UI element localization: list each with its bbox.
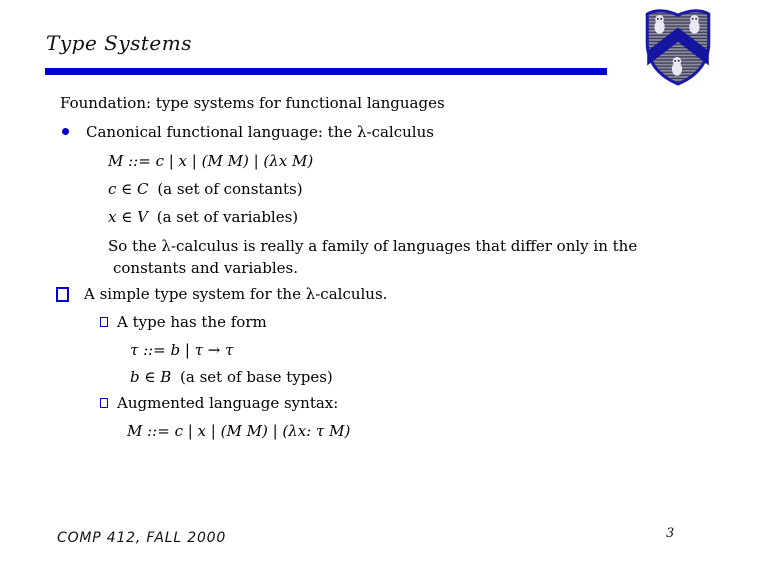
constants-desc: (a set of constants) [157,180,303,198]
square-bullet-icon [56,287,69,302]
bullet-item-canonical: Canonical functional language: the λ-calculus [86,123,434,141]
base-types-math: b ∈ B [130,368,172,386]
bullet-item-augmented: Augmented language syntax: [117,394,339,412]
square-bullet-small-icon [100,317,108,327]
note-text-line1: So the λ-calculus is really a family of languages that differ only in the [108,237,638,255]
note-text-line2: constants and variables. [113,259,298,277]
variables-math: x ∈ V [108,208,148,226]
university-shield-logo [644,6,712,87]
constants-line [108,180,303,198]
base-types-line [130,368,333,386]
page-number: 3 [666,526,675,541]
intro-text: Foundation: type systems for functional languages [60,94,445,112]
base-types-desc: (a set of base types) [180,368,333,386]
grammar-typed-formula: M ::= c | x | (M M) | (λx: τ M) [127,422,351,440]
constants-math: c ∈ C [108,180,149,198]
grammar-untyped-formula: M ::= c | x | (M M) | (λx M) [108,152,314,170]
bullet-item-simple-type-system: A simple type system for the λ-calculus. [84,285,388,303]
variables-desc: (a set of variables) [156,208,299,226]
square-bullet-small-icon [100,398,108,408]
bullet-item-type-form: A type has the form [117,313,267,331]
variables-line [108,208,298,226]
owl-icon [672,57,682,76]
page-title: Type Systems [46,31,192,55]
owl-icon [654,15,664,34]
footer-course-label: COMP 412, FALL 2000 [57,530,227,546]
bullet-dot-icon [62,128,69,135]
owl-icon [689,15,699,34]
title-underline-bar [45,68,607,75]
type-grammar-formula: τ ::= b | τ → τ [130,341,234,359]
